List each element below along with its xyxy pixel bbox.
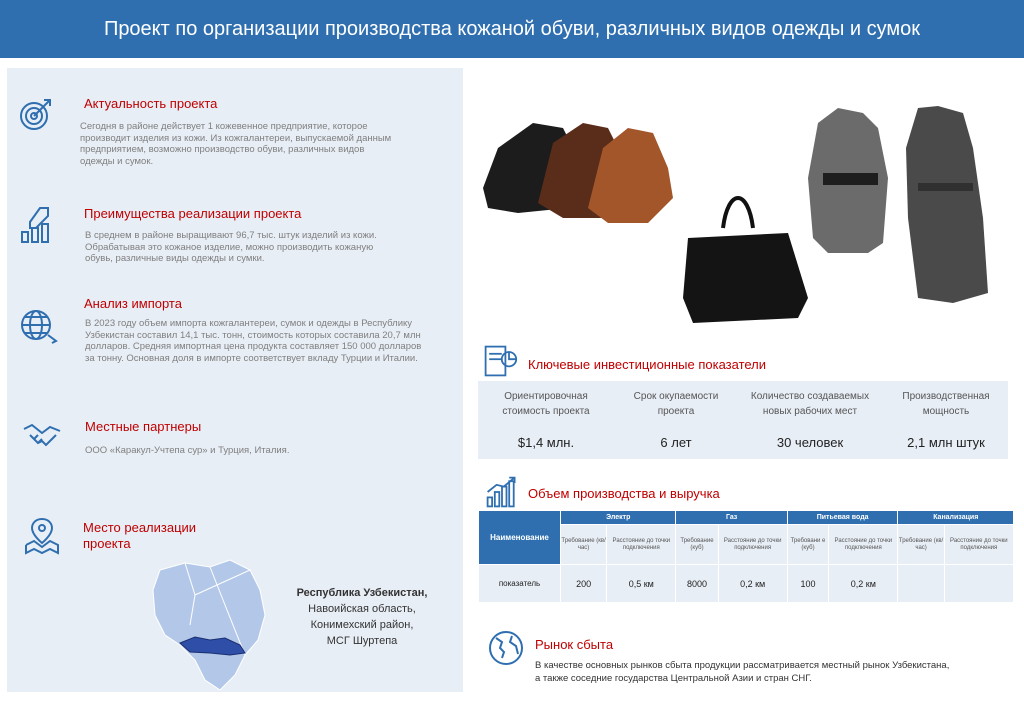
advantages-text: В среднем в районе выращивают 96,7 тыс. штук изделий из кожи. Обрабатывая это кожаное изделие, можно производить кожаную обувь, различные виды одежды и сумки. [85, 230, 377, 264]
shoes-image [483, 123, 673, 223]
kpi-value: 6 лет [660, 435, 692, 450]
partners-text: ООО «Каракул-Учтепа сур» и Турция, Италия. [85, 445, 290, 456]
market-text: В качестве основных рынков сбыта продукции рассматривается местный рынок Узбекистана, а также соседние государства Центральной Азии и стран СНГ. [535, 660, 950, 684]
relevance-title: Актуальность проекта [84, 96, 218, 111]
table-cell: 100 [787, 565, 828, 603]
globe-arrows-icon [18, 305, 58, 345]
region-line1: Республика Узбекистан, [296, 587, 428, 599]
table-cell: 0,2 км [829, 565, 898, 603]
fur-coat-image [906, 106, 988, 303]
region-line4: МСГ Шуртепа [326, 635, 398, 647]
table-cell: 200 [561, 565, 607, 603]
relevance-text: Сегодня в районе действует 1 кожевенное предприятие, которое производит изделия из кожи. Из кожгалантереи, выпускаемой данным предприятием, возможно производство обуви, различных видов одежды и сумок. [80, 121, 392, 167]
location-title-line1: Место реализации [83, 520, 197, 535]
kpi-payback [616, 389, 736, 450]
region-text [282, 585, 442, 649]
group-header: Электр [561, 511, 676, 525]
location-title-line2: проекта [83, 536, 131, 551]
kpi-box [478, 381, 1008, 459]
handshake-icon [22, 415, 62, 455]
imports-title: Анализ импорта [84, 296, 182, 311]
group-header: Канализация [898, 511, 1014, 525]
table-cell: 8000 [676, 565, 718, 603]
kpi-capacity [886, 389, 1006, 450]
report-chart-icon [482, 343, 518, 379]
kpi-label: Производственная мощность [902, 391, 990, 417]
market-title: Рынок сбыта [535, 637, 614, 652]
region-line3: Конимехский район, [310, 619, 414, 631]
region-shape [153, 560, 265, 690]
location-title [83, 520, 196, 552]
partners-title: Местные партнеры [85, 419, 202, 434]
imports-text: В 2023 году объем импорта кожгалантереи, сумок и одежды в Республику Узбекистан составил 14,1 тыс. тонн, стоимость которых составила 20,7 млн долларов. Средняя импортная цена продукта составляет 150 000 долларов за тонну. Основная доля в импорте соответствует вкладу Турции и Италии. [85, 318, 422, 364]
subheader: Требование (куб) [676, 525, 718, 565]
table-cell [944, 565, 1013, 603]
group-header: Питьевая вода [787, 511, 898, 525]
kpi-value: $1,4 млн. [517, 435, 575, 450]
kpi-value: 30 человек [776, 435, 844, 450]
growth-chart-icon [484, 474, 520, 510]
fur-jacket-image [808, 108, 888, 253]
kpi-label: Ориентировочная стоимость проекта [502, 391, 590, 417]
map-pin-icon [22, 515, 62, 555]
table-row [479, 565, 1014, 603]
subheader: Расстояние до точки подключения [607, 525, 676, 565]
region-map [150, 555, 275, 695]
table-cell: 0,5 км [607, 565, 676, 603]
bag-image [683, 198, 808, 323]
kpi-cost [486, 389, 606, 450]
page-title: Проект по организации производства кожаной обуви, различных видов одежды и сумок [103, 17, 921, 40]
kpi-label: Срок окупаемости проекта [633, 391, 719, 417]
region-line2: Навоийская область, [308, 603, 416, 615]
subheader: Расстояние до точки подключения [829, 525, 898, 565]
subheader: Требовани е (куб) [787, 525, 828, 565]
page-header [0, 0, 1024, 58]
subheader: Требование (кв/час) [898, 525, 944, 565]
target-icon [16, 94, 56, 134]
subheader: Расстояние до точки подключения [944, 525, 1013, 565]
rocket-chart-icon [18, 204, 58, 244]
table-cell: 0,2 км [718, 565, 787, 603]
subheader: Расстояние до точки подключения [718, 525, 787, 565]
name-header: Наименование [479, 511, 561, 565]
kpi-value: 2,1 млн штук [907, 435, 985, 450]
subheader: Требование (кв/час) [561, 525, 607, 565]
table-header-row [479, 511, 1014, 525]
table-cell [898, 565, 944, 603]
production-table [478, 510, 1014, 603]
kpi-title: Ключевые инвестиционные показатели [528, 357, 767, 372]
group-header: Газ [676, 511, 787, 525]
globe-icon [486, 628, 526, 668]
kpi-label: Количество создаваемых новых рабочих мест [750, 391, 870, 417]
row-label: показатель [479, 565, 561, 603]
production-title: Объем производства и выручка [528, 486, 720, 501]
advantages-title: Преимущества реализации проекта [84, 206, 302, 221]
product-photos [478, 68, 1008, 328]
kpi-jobs [740, 389, 880, 450]
